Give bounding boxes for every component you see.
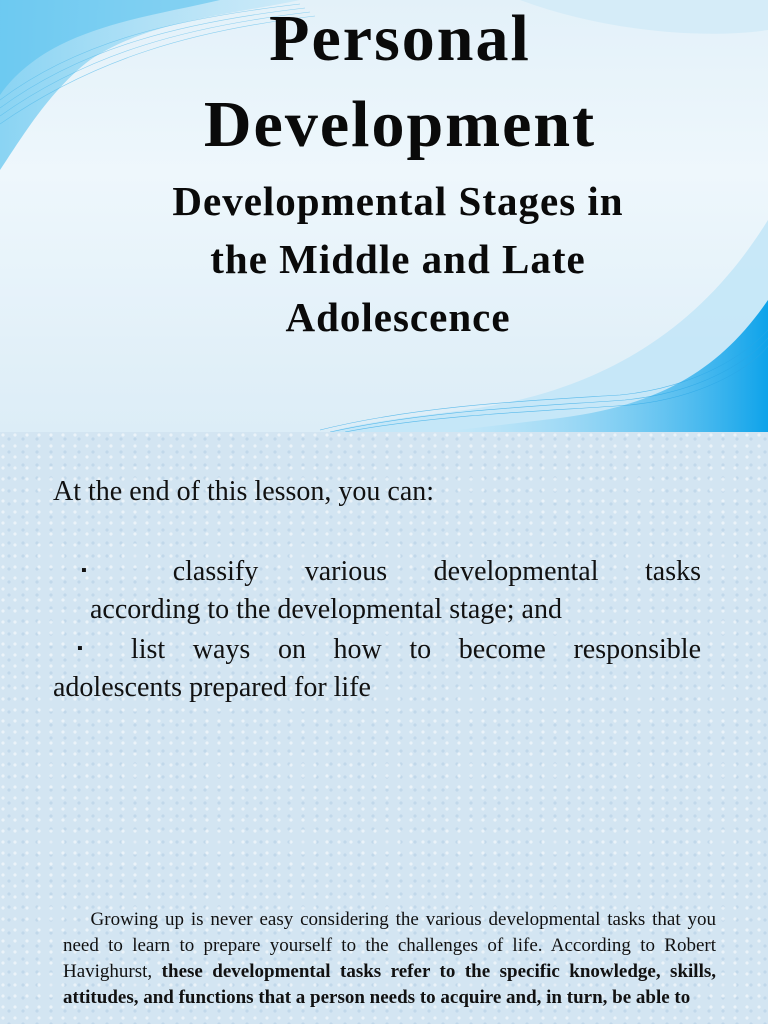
title-slide [0, 0, 768, 432]
paragraph-plain-text: Growing up is never easy considering the various developmental tasks that you need to learn to prepare yourself to the challenges of life. According to Robert Havighurst, [63, 909, 717, 982]
objective-1-text-line-2: according to the developmental stage; and [90, 594, 562, 625]
objective-1-first-line [53, 552, 701, 591]
objectives-slide [0, 432, 768, 1024]
subtitle-line-1: Developmental Stages in [172, 178, 624, 224]
bullet-square-icon: ▪ [77, 640, 104, 657]
objective-1 [53, 552, 701, 629]
objective-2-first-line [53, 630, 701, 669]
bullet-square-icon: ▪ [81, 562, 127, 579]
objective-2-text-line-2: adolescents prepared for life [53, 672, 371, 703]
subtitle-line-2: the Middle and Late [210, 236, 586, 282]
havighurst-paragraph [63, 907, 716, 1011]
subtitle [0, 172, 768, 346]
paragraph-bold-text: these developmental tasks refer to the specific knowledge, skills, attitudes, and functions that a person needs to acquire and, in turn, be able to [63, 961, 716, 1008]
title-line-1: Personal [269, 2, 531, 75]
objective-2 [53, 630, 701, 707]
objectives-intro: At the end of this lesson, you can: [53, 476, 435, 507]
subtitle-line-3: Adolescence [285, 294, 511, 340]
title-line-2: Development [203, 88, 597, 161]
objective-1-text-line-1: classify various developmental tasks [172, 556, 702, 587]
objective-2-text-line-1: list ways on how to become responsible [130, 634, 702, 665]
